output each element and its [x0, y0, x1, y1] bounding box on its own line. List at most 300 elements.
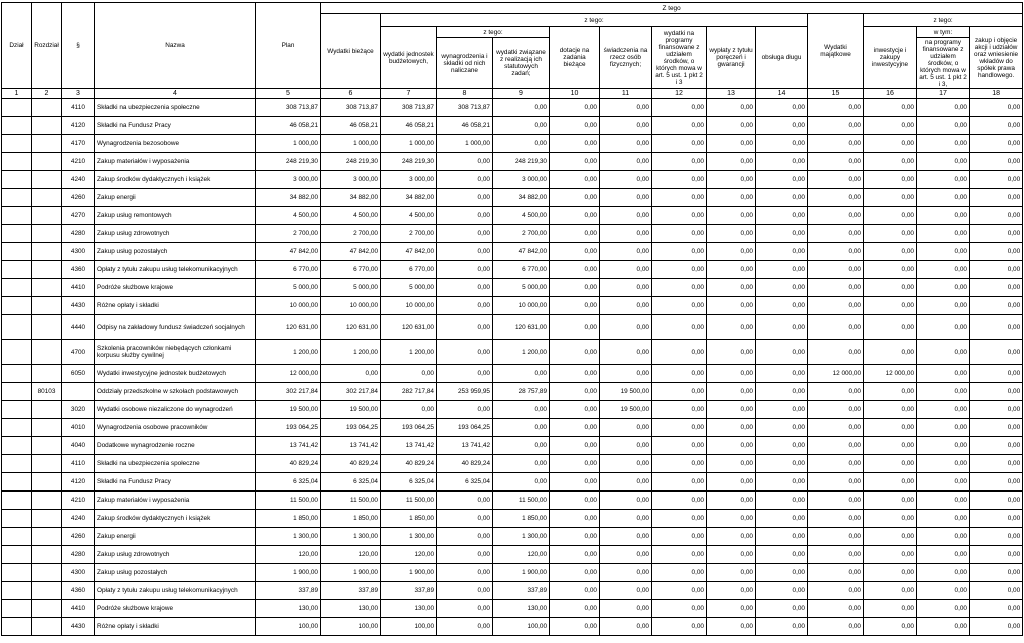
cell-value: 120 631,00 — [493, 315, 550, 340]
cell-value: 0,00 — [493, 401, 550, 419]
cell-value: 120,00 — [321, 546, 381, 564]
cell-value: 0,00 — [864, 207, 917, 225]
cell-value: 308 713,87 — [256, 99, 321, 117]
cell-value: 0,00 — [437, 189, 493, 207]
cell-value: 0,00 — [808, 135, 864, 153]
cell-paragraf: 4360 — [62, 261, 95, 279]
column-number: 18 — [970, 89, 1023, 99]
cell-dzial — [2, 189, 32, 207]
cell-value: 0,00 — [864, 491, 917, 510]
cell-paragraf: 4360 — [62, 582, 95, 600]
cell-value: 130,00 — [493, 600, 550, 618]
cell-nazwa: Składki na ubezpieczenia społeczne — [95, 455, 256, 473]
cell-value: 0,00 — [550, 455, 600, 473]
cell-value: 0,00 — [652, 117, 707, 135]
cell-value: 6 325,04 — [437, 473, 493, 492]
cell-dzial — [2, 315, 32, 340]
cell-value: 0,00 — [321, 365, 381, 383]
cell-value: 0,00 — [808, 340, 864, 365]
cell-value: 0,00 — [550, 279, 600, 297]
cell-value: 0,00 — [864, 153, 917, 171]
cell-nazwa: Składki na ubezpieczenia społeczne — [95, 99, 256, 117]
cell-value: 282 717,84 — [381, 383, 437, 401]
cell-value: 337,89 — [493, 582, 550, 600]
cell-value: 0,00 — [970, 99, 1023, 117]
cell-value: 0,00 — [493, 437, 550, 455]
cell-value: 1 300,00 — [493, 528, 550, 546]
cell-value: 0,00 — [970, 315, 1023, 340]
cell-value: 0,00 — [970, 153, 1023, 171]
cell-paragraf: 4210 — [62, 153, 95, 171]
cell-value: 1 900,00 — [321, 564, 381, 582]
header-akcje: zakup i objęcie akcji i udziałów oraz wniesienie wkładów do spółek prawa handlowego. — [970, 27, 1023, 89]
cell-value: 34 882,00 — [321, 189, 381, 207]
header-swiadczenia: świadczenia na rzecz osób fizycznych; — [600, 27, 652, 89]
cell-value: 1 000,00 — [321, 135, 381, 153]
cell-value: 0,00 — [917, 171, 970, 189]
cell-value: 0,00 — [600, 153, 652, 171]
cell-value: 0,00 — [652, 600, 707, 618]
cell-dzial — [2, 618, 32, 636]
cell-value: 0,00 — [864, 618, 917, 636]
cell-nazwa: Wydatki inwestycyjne jednostek budżetowych — [95, 365, 256, 383]
cell-value: 0,00 — [707, 297, 756, 315]
table-row — [2, 365, 1023, 383]
cell-value: 0,00 — [550, 135, 600, 153]
cell-value: 0,00 — [917, 365, 970, 383]
cell-value: 0,00 — [437, 546, 493, 564]
cell-value: 0,00 — [864, 528, 917, 546]
cell-value: 0,00 — [756, 340, 808, 365]
cell-value: 0,00 — [864, 437, 917, 455]
cell-value: 4 500,00 — [321, 207, 381, 225]
cell-value: 0,00 — [917, 279, 970, 297]
cell-value: 0,00 — [600, 437, 652, 455]
cell-dzial — [2, 279, 32, 297]
cell-value: 193 064,25 — [437, 419, 493, 437]
cell-value: 0,00 — [917, 153, 970, 171]
cell-value: 0,00 — [756, 419, 808, 437]
cell-rozdzial — [32, 419, 62, 437]
cell-nazwa: Wydatki osobowe niezaliczone do wynagrodzeń — [95, 401, 256, 419]
cell-nazwa: Zakup środków dydaktycznych i książek — [95, 510, 256, 528]
cell-value: 0,00 — [652, 491, 707, 510]
cell-value: 0,00 — [652, 618, 707, 636]
table-body — [2, 99, 1023, 636]
cell-value: 0,00 — [550, 207, 600, 225]
cell-value: 0,00 — [707, 383, 756, 401]
table-row — [2, 491, 1023, 510]
table-row — [2, 340, 1023, 365]
cell-value: 0,00 — [864, 171, 917, 189]
cell-value: 0,00 — [437, 315, 493, 340]
cell-value: 0,00 — [917, 582, 970, 600]
cell-value: 0,00 — [707, 135, 756, 153]
cell-rozdzial — [32, 600, 62, 618]
cell-value: 0,00 — [864, 455, 917, 473]
cell-value: 0,00 — [652, 135, 707, 153]
cell-value: 130,00 — [381, 600, 437, 618]
cell-value: 1 000,00 — [437, 135, 493, 153]
cell-value: 0,00 — [550, 243, 600, 261]
cell-nazwa: Różne opłaty i składki — [95, 297, 256, 315]
header-wynagrodzenia: wynagrodzenia i składki od nich naliczane — [437, 38, 493, 89]
cell-value: 0,00 — [707, 207, 756, 225]
cell-value: 0,00 — [550, 365, 600, 383]
cell-nazwa: Zakup materiałów i wyposażenia — [95, 153, 256, 171]
cell-value: 0,00 — [756, 261, 808, 279]
cell-value: 12 000,00 — [864, 365, 917, 383]
cell-value: 11 500,00 — [321, 491, 381, 510]
cell-value: 0,00 — [707, 419, 756, 437]
cell-value: 120 631,00 — [256, 315, 321, 340]
cell-value: 0,00 — [600, 582, 652, 600]
cell-value: 0,00 — [808, 546, 864, 564]
cell-value: 193 064,25 — [256, 419, 321, 437]
cell-value: 5 000,00 — [321, 279, 381, 297]
cell-value: 6 770,00 — [321, 261, 381, 279]
header-z-tego-jednostek: z tego: — [437, 27, 550, 38]
cell-value: 1 850,00 — [256, 510, 321, 528]
cell-value: 1 300,00 — [381, 528, 437, 546]
cell-value: 0,00 — [756, 473, 808, 492]
cell-value: 302 217,84 — [321, 383, 381, 401]
cell-value: 0,00 — [808, 491, 864, 510]
header-wydatki-biezace: Wydatki bieżące — [321, 14, 381, 89]
cell-paragraf: 4240 — [62, 171, 95, 189]
cell-value: 3 000,00 — [493, 171, 550, 189]
cell-value: 0,00 — [600, 261, 652, 279]
cell-value: 0,00 — [917, 117, 970, 135]
header-nazwa: Nazwa — [95, 3, 256, 89]
column-number: 10 — [550, 89, 600, 99]
table-row — [2, 455, 1023, 473]
cell-value: 47 842,00 — [256, 243, 321, 261]
column-number: 7 — [381, 89, 437, 99]
cell-value: 0,00 — [864, 297, 917, 315]
cell-value: 0,00 — [917, 510, 970, 528]
cell-dzial — [2, 528, 32, 546]
cell-value: 120 631,00 — [381, 315, 437, 340]
cell-value: 0,00 — [970, 117, 1023, 135]
cell-value: 0,00 — [600, 315, 652, 340]
cell-nazwa: Szkolenia pracowników niebędących członkami korpusu służby cywilnej — [95, 340, 256, 365]
cell-value: 0,00 — [707, 279, 756, 297]
cell-nazwa: Składki na Fundusz Pracy — [95, 473, 256, 492]
cell-value: 40 829,24 — [437, 455, 493, 473]
cell-value: 0,00 — [970, 135, 1023, 153]
cell-value: 0,00 — [808, 189, 864, 207]
budget-table — [1, 2, 1023, 636]
table-row — [2, 383, 1023, 401]
table-row — [2, 600, 1023, 618]
cell-value: 0,00 — [756, 117, 808, 135]
cell-dzial — [2, 473, 32, 492]
cell-value: 0,00 — [917, 401, 970, 419]
cell-value: 0,00 — [756, 528, 808, 546]
cell-value: 0,00 — [600, 455, 652, 473]
cell-nazwa: Zakup energii — [95, 528, 256, 546]
cell-value: 46 058,21 — [437, 117, 493, 135]
cell-value: 0,00 — [600, 340, 652, 365]
cell-value: 0,00 — [970, 491, 1023, 510]
cell-value: 10 000,00 — [321, 297, 381, 315]
cell-value: 308 713,87 — [381, 99, 437, 117]
cell-value: 6 325,04 — [256, 473, 321, 492]
cell-value: 10 000,00 — [381, 297, 437, 315]
cell-value: 3 000,00 — [256, 171, 321, 189]
cell-rozdzial — [32, 582, 62, 600]
cell-dzial — [2, 491, 32, 510]
cell-value: 0,00 — [808, 153, 864, 171]
cell-value: 0,00 — [652, 437, 707, 455]
cell-nazwa: Opłaty z tytułu zakupu usług telekomunikacyjnych — [95, 582, 256, 600]
cell-value: 0,00 — [600, 225, 652, 243]
cell-rozdzial — [32, 153, 62, 171]
cell-value: 0,00 — [600, 297, 652, 315]
cell-value: 1 200,00 — [321, 340, 381, 365]
cell-value: 0,00 — [437, 279, 493, 297]
cell-value: 0,00 — [600, 279, 652, 297]
cell-value: 1 900,00 — [381, 564, 437, 582]
cell-dzial — [2, 135, 32, 153]
table-row — [2, 135, 1023, 153]
cell-value: 248 219,30 — [381, 153, 437, 171]
cell-value: 34 882,00 — [381, 189, 437, 207]
cell-nazwa: Różne opłaty i składki — [95, 618, 256, 636]
cell-paragraf: 4120 — [62, 117, 95, 135]
cell-value: 0,00 — [970, 225, 1023, 243]
header-obsluga-dlugu: obsługa długu — [756, 27, 808, 89]
cell-value: 0,00 — [437, 600, 493, 618]
cell-rozdzial — [32, 99, 62, 117]
cell-value: 0,00 — [652, 99, 707, 117]
cell-value: 0,00 — [437, 340, 493, 365]
column-number: 11 — [600, 89, 652, 99]
cell-value: 40 829,24 — [321, 455, 381, 473]
cell-value: 0,00 — [707, 243, 756, 261]
cell-paragraf: 4280 — [62, 225, 95, 243]
table-row — [2, 564, 1023, 582]
cell-paragraf: 4260 — [62, 189, 95, 207]
table-row — [2, 99, 1023, 117]
cell-value: 0,00 — [808, 297, 864, 315]
cell-value: 0,00 — [550, 297, 600, 315]
cell-dzial — [2, 261, 32, 279]
cell-nazwa: Zakup usług remontowych — [95, 207, 256, 225]
cell-value: 0,00 — [652, 243, 707, 261]
cell-value: 0,00 — [550, 618, 600, 636]
cell-paragraf: 4300 — [62, 564, 95, 582]
cell-value: 0,00 — [917, 437, 970, 455]
cell-value: 0,00 — [756, 225, 808, 243]
cell-value: 0,00 — [808, 225, 864, 243]
column-number: 16 — [864, 89, 917, 99]
cell-value: 0,00 — [652, 528, 707, 546]
cell-value: 0,00 — [437, 153, 493, 171]
cell-value: 0,00 — [437, 528, 493, 546]
column-number: 15 — [808, 89, 864, 99]
cell-value: 19 500,00 — [600, 383, 652, 401]
cell-value: 1 900,00 — [256, 564, 321, 582]
cell-value: 130,00 — [321, 600, 381, 618]
cell-rozdzial — [32, 189, 62, 207]
header-programy-majatkowe: na programy finansowane z udziałem środków, o których mowa w art. 5 ust. 1 pkt 2 i 3, — [917, 38, 970, 89]
cell-value: 0,00 — [600, 564, 652, 582]
cell-value: 0,00 — [652, 365, 707, 383]
cell-value: 0,00 — [917, 618, 970, 636]
cell-rozdzial — [32, 261, 62, 279]
cell-rozdzial — [32, 279, 62, 297]
header-wydatki-jednostek: wydatki jednostek budżetowych, — [381, 27, 437, 89]
cell-paragraf: 4300 — [62, 243, 95, 261]
cell-value: 0,00 — [437, 261, 493, 279]
cell-nazwa: Opłaty z tytułu zakupu usług telekomunikacyjnych — [95, 261, 256, 279]
cell-paragraf: 4270 — [62, 207, 95, 225]
cell-nazwa: Wynagrodzenia bezosobowe — [95, 135, 256, 153]
cell-value: 5 000,00 — [381, 279, 437, 297]
cell-value: 0,00 — [600, 117, 652, 135]
header-inwestycje: inwestycje i zakupy inwestycyjne — [864, 27, 917, 89]
cell-value: 0,00 — [550, 401, 600, 419]
cell-value: 0,00 — [756, 171, 808, 189]
cell-value: 1 850,00 — [321, 510, 381, 528]
cell-paragraf: 4120 — [62, 473, 95, 492]
cell-value: 0,00 — [437, 564, 493, 582]
cell-value: 308 713,87 — [437, 99, 493, 117]
table-row — [2, 225, 1023, 243]
cell-value: 0,00 — [970, 546, 1023, 564]
cell-value: 0,00 — [917, 383, 970, 401]
cell-value: 0,00 — [707, 315, 756, 340]
column-number: 1 — [2, 89, 32, 99]
column-number: 8 — [437, 89, 493, 99]
cell-value: 0,00 — [437, 297, 493, 315]
cell-value: 0,00 — [437, 582, 493, 600]
cell-value: 0,00 — [550, 491, 600, 510]
cell-value: 0,00 — [652, 510, 707, 528]
cell-value: 0,00 — [917, 135, 970, 153]
cell-value: 0,00 — [707, 510, 756, 528]
table-row — [2, 401, 1023, 419]
cell-value: 1 000,00 — [381, 135, 437, 153]
cell-value: 0,00 — [550, 510, 600, 528]
cell-rozdzial — [32, 117, 62, 135]
cell-value: 1 900,00 — [493, 564, 550, 582]
cell-value: 120,00 — [256, 546, 321, 564]
cell-dzial — [2, 153, 32, 171]
cell-value: 0,00 — [864, 582, 917, 600]
cell-paragraf: 4430 — [62, 618, 95, 636]
cell-dzial — [2, 225, 32, 243]
cell-value: 0,00 — [756, 153, 808, 171]
cell-value: 0,00 — [707, 600, 756, 618]
cell-value: 0,00 — [600, 491, 652, 510]
cell-value: 5 000,00 — [493, 279, 550, 297]
column-number: 4 — [95, 89, 256, 99]
cell-value: 0,00 — [437, 171, 493, 189]
cell-value: 0,00 — [808, 528, 864, 546]
cell-value: 0,00 — [864, 419, 917, 437]
cell-value: 0,00 — [707, 153, 756, 171]
cell-value: 337,89 — [321, 582, 381, 600]
cell-rozdzial — [32, 546, 62, 564]
cell-value: 0,00 — [970, 564, 1023, 582]
cell-value: 0,00 — [600, 207, 652, 225]
cell-value: 100,00 — [381, 618, 437, 636]
cell-nazwa: Zakup energii — [95, 189, 256, 207]
cell-value: 0,00 — [707, 225, 756, 243]
cell-paragraf: 4430 — [62, 297, 95, 315]
cell-value: 2 700,00 — [493, 225, 550, 243]
cell-paragraf: 6050 — [62, 365, 95, 383]
cell-value: 120 631,00 — [321, 315, 381, 340]
cell-nazwa: Podróże służbowe krajowe — [95, 279, 256, 297]
cell-value: 308 713,87 — [321, 99, 381, 117]
cell-value: 0,00 — [652, 473, 707, 492]
cell-value: 11 500,00 — [381, 491, 437, 510]
cell-value: 0,00 — [381, 401, 437, 419]
cell-value: 12 000,00 — [808, 365, 864, 383]
cell-rozdzial — [32, 564, 62, 582]
cell-dzial — [2, 510, 32, 528]
cell-value: 100,00 — [321, 618, 381, 636]
cell-paragraf: 4280 — [62, 546, 95, 564]
table-row — [2, 618, 1023, 636]
cell-value: 0,00 — [707, 618, 756, 636]
cell-dzial — [2, 297, 32, 315]
cell-nazwa: Składki na Fundusz Pracy — [95, 117, 256, 135]
cell-value: 0,00 — [864, 600, 917, 618]
table-row — [2, 419, 1023, 437]
cell-value: 0,00 — [970, 618, 1023, 636]
cell-value: 0,00 — [970, 297, 1023, 315]
cell-value: 13 741,42 — [321, 437, 381, 455]
cell-value: 0,00 — [970, 401, 1023, 419]
cell-value: 0,00 — [808, 510, 864, 528]
header-z-tego-biezace: z tego: — [381, 14, 808, 27]
cell-value: 19 500,00 — [256, 401, 321, 419]
cell-value: 0,00 — [550, 315, 600, 340]
cell-value: 0,00 — [970, 365, 1023, 383]
cell-paragraf: 4170 — [62, 135, 95, 153]
table-row — [2, 473, 1023, 492]
cell-value: 11 500,00 — [256, 491, 321, 510]
cell-value: 0,00 — [756, 297, 808, 315]
column-number: 13 — [707, 89, 756, 99]
cell-rozdzial — [32, 315, 62, 340]
cell-value: 0,00 — [864, 189, 917, 207]
cell-dzial — [2, 455, 32, 473]
cell-value: 0,00 — [600, 171, 652, 189]
cell-value: 0,00 — [707, 437, 756, 455]
cell-value: 0,00 — [917, 207, 970, 225]
cell-value: 0,00 — [808, 315, 864, 340]
column-number: 12 — [652, 89, 707, 99]
cell-nazwa: Zakup materiałów i wyposażenia — [95, 491, 256, 510]
cell-value: 0,00 — [652, 207, 707, 225]
cell-value: 34 882,00 — [493, 189, 550, 207]
cell-nazwa: Podróże służbowe krajowe — [95, 600, 256, 618]
cell-value: 0,00 — [756, 383, 808, 401]
cell-value: 0,00 — [550, 261, 600, 279]
cell-value: 0,00 — [970, 261, 1023, 279]
cell-dzial — [2, 419, 32, 437]
cell-value: 1 300,00 — [321, 528, 381, 546]
cell-value: 0,00 — [707, 171, 756, 189]
cell-dzial — [2, 437, 32, 455]
cell-value: 0,00 — [756, 365, 808, 383]
